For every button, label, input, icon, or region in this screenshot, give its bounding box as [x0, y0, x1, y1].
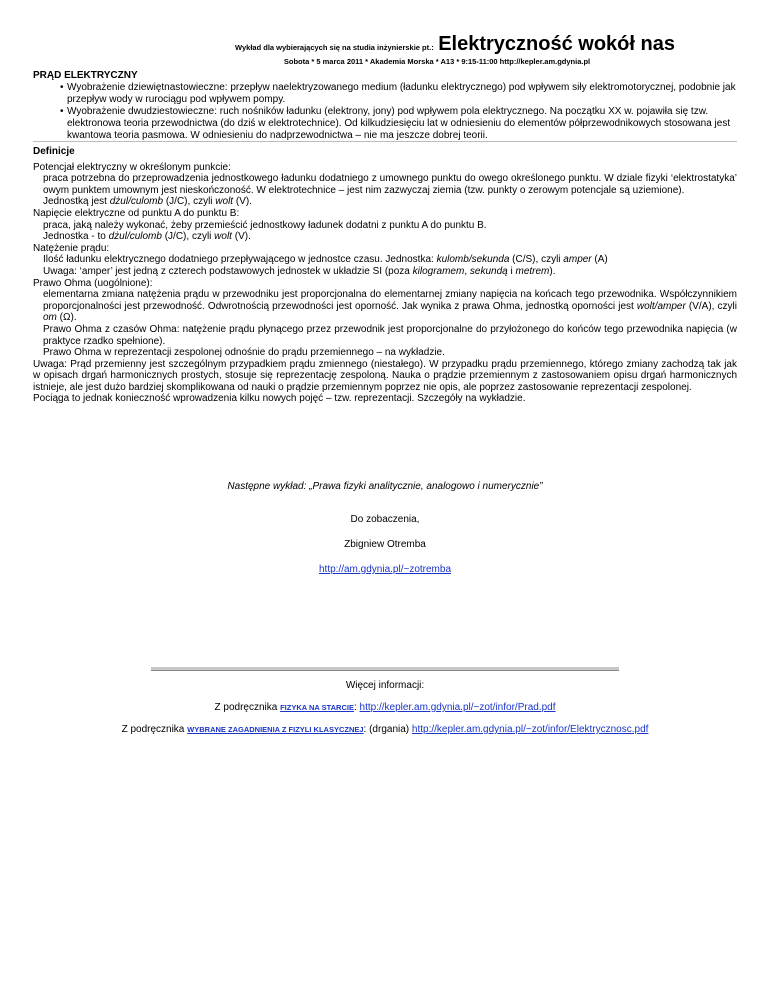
author-link-row: [33, 564, 737, 575]
list-item: [33, 82, 737, 106]
pdf-link[interactable]: http://kepler.am.gdynia.pl/~zot/infor/Prad.pdf: [359, 702, 556, 713]
next-lecture: [33, 481, 737, 492]
section-title: Definicje: [33, 146, 75, 157]
unit-name: dżul/culomb: [109, 196, 164, 208]
current-text: [33, 254, 737, 266]
lecture-details: Sobota * 5 marca 2011 * Akademia Morska * A13 * 9:15-11:00 http://kepler.am.gdynia.pl: [283, 57, 591, 66]
text-fragment: (V/A), czyli: [685, 300, 737, 312]
unit-name: wolt: [215, 196, 234, 208]
unit-name: kulomb/sekunda: [436, 254, 510, 266]
pdf-link[interactable]: http://kepler.am.gdynia.pl/~zot/infor/Elektrycznosc.pdf: [411, 724, 649, 735]
current-note: [33, 266, 737, 278]
text-fragment: i: [507, 265, 516, 277]
header-line: [33, 33, 737, 59]
voltage-text: praca, jaką należy wykonać, żeby przemieścić jednostkowy ładunek dodatni z punktu A do punktu B.: [43, 219, 487, 231]
text-fragment: Jednostką jest: [43, 196, 110, 208]
unit-name: om: [43, 312, 57, 324]
unit-name: dżul/culomb: [108, 231, 162, 243]
ohm-symbol: (Ω).: [56, 312, 77, 324]
ohm-complex: Prawo Ohma w reprezentacji zespolonej odnośnie do prądu przemiennego – na wykładzie.: [43, 347, 445, 359]
horizontal-rule: [151, 667, 619, 671]
text-fragment: (A): [591, 254, 608, 266]
note-paragraph: Pociąga to jednak konieczność wprowadzenia kilku nowych pojęć – tzw. reprezentacji. Szczegóły na wykładzie.: [33, 393, 526, 405]
text-fragment: ).: [549, 265, 556, 277]
ohm-term: Prawo Ohma (uogólnione):: [33, 277, 153, 289]
text-fragment: Jednostka - to: [43, 231, 109, 243]
definitions-section: [33, 146, 737, 405]
potential-term: Potencjał elektryczny w określonym punkcie:: [33, 161, 231, 173]
section-divider: [33, 141, 737, 142]
next-lecture-text: Następne wykład: „Prawa fizyki analitycznie, analogowo i numerycznie”: [227, 481, 543, 492]
text-fragment: (J/C), czyli: [163, 196, 216, 208]
farewell: Do zobaczenia,: [350, 514, 420, 525]
unit-name: sekundą: [469, 265, 508, 277]
potential-text: praca potrzebna do przeprowadzenia jednostkowego ładunku dodatniego z umownego punktu do owego określonego punktu. W dziale fizyki ‘elektrostatyka’ owym punktem umownym jest nieskończoność. W elektrotechnice – jest nim zazwyczaj ziemia (tzw. punkty o zerowym potencjale są uziemione).: [43, 173, 737, 196]
unit-name: wolt: [214, 231, 232, 243]
reference-line: [33, 702, 737, 713]
text-fragment: (V).: [231, 231, 251, 243]
voltage-term: Napięcie elektryczne od punktu A do punktu B:: [33, 207, 240, 219]
more-info-title: Więcej informacji:: [345, 680, 425, 691]
lecture-header: [33, 33, 737, 66]
author-name: Zbigniew Otremba: [344, 539, 426, 550]
note-paragraph: Uwaga: Prąd przemienny jest szczególnym przypadkiem prądu zmiennego (niestałego). W przypadku prądu przemiennego, którego zmiany zachodzą tak jak w opisach drgań harmonicznych prostych, stosuje się reprezentację zespoloną. Nauka o prądzie przemiennym z zastosowaniem opisu drgań harmonicznych istnieje, ale jest dużo bardziej skomplikowana od nauki o prądzie przemiennym poprzez nie opis, ale poprzez zastosowanie reprezentacji zespolonej.: [33, 358, 737, 393]
text-fragment: :: [353, 702, 360, 713]
book-link[interactable]: WYBRANE ZAGADNIENIA Z FIZYLI KLASYCZNEJ: [187, 725, 364, 734]
ohm-text: [33, 289, 737, 324]
reference-line: [33, 724, 737, 735]
text-fragment: Ilość ładunku elektrycznego dodatniego przepływającego w jednostce czasu. Jednostka:: [43, 254, 437, 266]
ohm-classic: Prawo Ohma z czasów Ohma: natężenie prądu płynącego przez przewodnik jest proporcjonalne do przyłożonego do końców tego przewodnika napięcia (w praktyce rzadko spełnione).: [43, 323, 737, 347]
bullet-list: [33, 82, 737, 142]
course-label: Wykład dla wybierających się na studia inżynierskie pt.:: [235, 43, 434, 52]
unit-name: wolt/amper: [636, 300, 686, 312]
text-fragment: (J/C), czyli: [161, 231, 215, 243]
unit-name: kilogramem: [412, 265, 465, 277]
author-link[interactable]: http://am.gdynia.pl/~zotremba: [318, 564, 452, 575]
text-fragment: ,: [464, 265, 470, 277]
bullet-text: Wyobrażenie dziewiętnastowieczne: przepływ naelektryzowanego medium (ładunku elektrycznego) pod wpływem siły elektromotorycznej, podobnie jak przepływ wody w rurociągu pod wpływem pompy.: [67, 82, 736, 105]
potential-unit: [33, 196, 737, 208]
intro-section: [33, 70, 737, 142]
text-fragment: elementarna zmiana natężenia prądu w przewodniku jest proporcjonalna do elementarnej zmiany napięcia na końcach tego przewodnika. Współczynnikiem proporcjonalności jest przewodność. Odwrotnością przewodności jest oporność. Jak wynika z prawa Ohma, jednostką oporności jest: [43, 289, 737, 312]
text-fragment: : (drgania): [363, 724, 412, 735]
text-fragment: Uwaga: ‘amper’ jest jedną z czterech podstawowych jednostek w układzie SI (poza: [43, 265, 413, 277]
list-item: [33, 106, 737, 142]
bullet-text: Wyobrażenie dwudziestowieczne: ruch nośników ładunku (elektrony, jony) pod wpływem pola elektrycznego. Na początku XX w. pojawiła się tzw. elektronowa teoria przewodnictwa (do dziś w elektrotechnice). Od kilkudziesięciu lat w odniesieniu do elementów półprzewodnikowych stosowana jest kwantowa teoria pasmowa. W odniesieniu do nadprzewodnictwa – nie ma jeszcze dobrej teorii.: [67, 106, 731, 141]
bullet-icon: •: [60, 82, 64, 93]
text-fragment: (V).: [233, 196, 252, 208]
bullet-icon: •: [60, 106, 64, 117]
text-fragment: Z podręcznika: [214, 702, 281, 713]
text-fragment: (C/S), czyli: [509, 254, 564, 266]
text-fragment: Z podręcznika: [121, 724, 188, 735]
book-link[interactable]: FIZYKA NA STARCIE: [280, 703, 354, 712]
unit-name: metrem: [515, 265, 550, 277]
section-title: PRĄD ELEKTRYCZNY: [33, 70, 138, 81]
lecture-title: Elektryczność wokół nas: [438, 33, 675, 55]
voltage-unit: [33, 231, 737, 243]
current-term: Natężenie prądu:: [33, 242, 110, 254]
unit-name: amper: [563, 254, 592, 266]
